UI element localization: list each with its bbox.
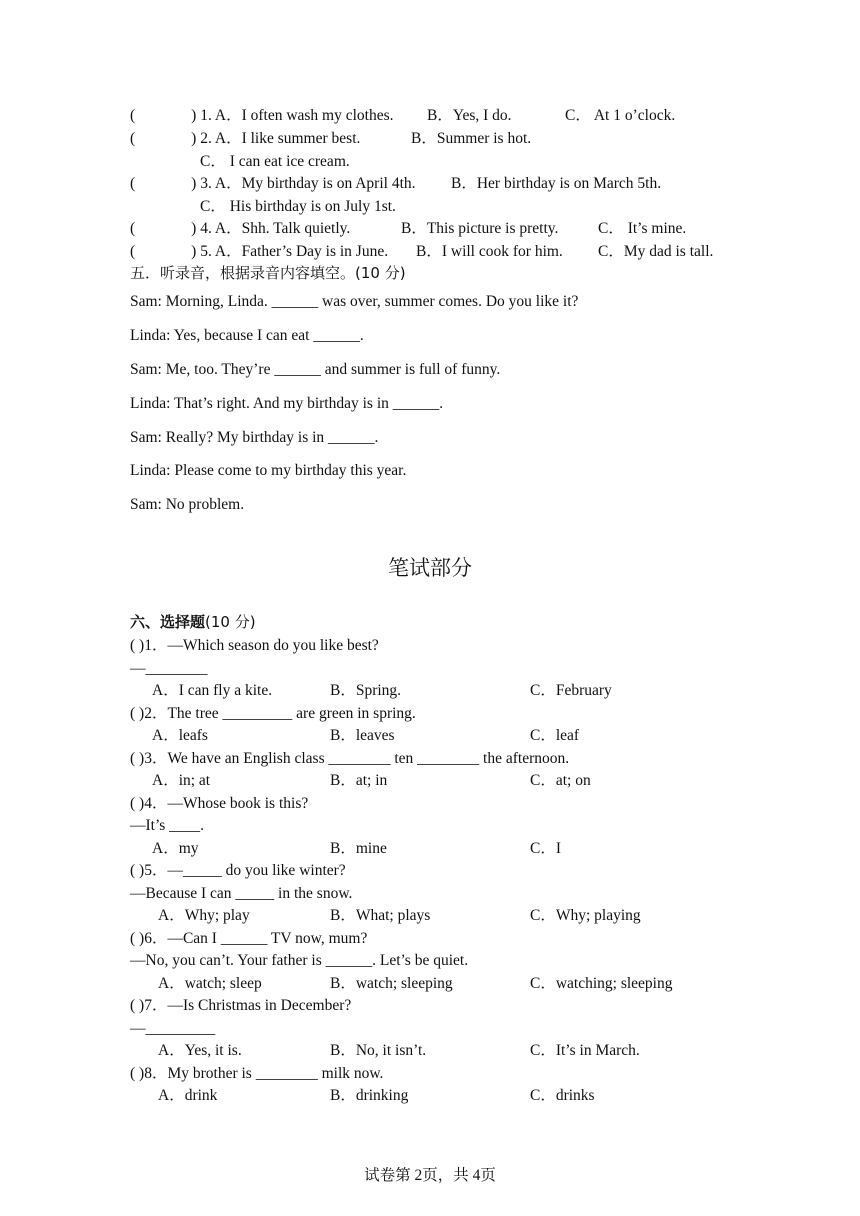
question-number: 5. bbox=[200, 243, 212, 260]
answer-paren: ( bbox=[130, 107, 136, 124]
listening-q3: ( ) 3. A．My birthday is on April 4th. bbox=[130, 175, 416, 192]
mcq-question: ( )1．—Which season do you like best? bbox=[130, 637, 379, 654]
option-b: B．Her birthday is on March 5th. bbox=[451, 175, 662, 192]
mcq-question: ( )8．My brother is ________ milk now. bbox=[130, 1065, 384, 1082]
option-b: B．Summer is hot. bbox=[411, 130, 532, 147]
option-b: B．drinking bbox=[330, 1087, 409, 1104]
option-a: A．I can fly a kite. bbox=[152, 682, 273, 699]
dialogue-line: Sam: Me, too. They’re ______ and summer is full of funny. bbox=[130, 361, 501, 378]
option-c: C．at; on bbox=[530, 772, 591, 789]
section6-heading bbox=[130, 612, 256, 633]
option-a: A．drink bbox=[158, 1087, 218, 1104]
option-b: B．What; plays bbox=[330, 907, 431, 924]
answer-paren: ) bbox=[191, 107, 197, 124]
listening-q1 bbox=[130, 106, 394, 126]
mcq-answer-line: —It’s ____. bbox=[130, 817, 205, 834]
mcq-question: ( )7．—Is Christmas in December? bbox=[130, 997, 352, 1014]
option-c: C． His birthday is on July 1st. bbox=[200, 198, 396, 215]
option-a: A．Yes, it is. bbox=[158, 1042, 242, 1059]
question-number: 2. bbox=[200, 130, 212, 147]
dialogue-line: Linda: Yes, because I can eat ______. bbox=[130, 327, 364, 344]
dialogue-line: Linda: That’s right. And my birthday is in ______. bbox=[130, 395, 444, 412]
option-a: A．Shh. Talk quietly. bbox=[214, 220, 351, 237]
written-section-title: 笔试部分 bbox=[388, 556, 472, 580]
option-b: B．at; in bbox=[330, 772, 388, 789]
mcq-question: ( )3．We have an English class ________ ten ________ the afternoon. bbox=[130, 750, 570, 767]
mcq-question: ( )4．—Whose book is this? bbox=[130, 795, 309, 812]
option-c: C．leaf bbox=[530, 727, 580, 744]
option-c: C． At 1 o’clock. bbox=[565, 107, 676, 124]
option-a: A．I like summer best. bbox=[214, 130, 361, 147]
option-c: C．My dad is tall. bbox=[598, 243, 714, 260]
option-c: C．Why; playing bbox=[530, 907, 641, 924]
question-number: 1. bbox=[200, 107, 212, 124]
option-b: B．Yes, I do. bbox=[427, 107, 512, 124]
option-c: C．February bbox=[530, 682, 612, 699]
mcq-answer-line: —No, you can’t. Your father is ______. Let’s be quiet. bbox=[130, 952, 469, 969]
option-b: B．This picture is pretty. bbox=[401, 220, 559, 237]
option-c: C． It’s mine. bbox=[598, 220, 687, 237]
mcq-question: ( )2．The tree _________ are green in spring. bbox=[130, 705, 416, 722]
section5-heading: 五．听录音，根据录音内容填空。(10 分) bbox=[130, 264, 406, 282]
dialogue-line: Sam: Really? My birthday is in ______. bbox=[130, 429, 379, 446]
listening-q5: ( ) 5. A．Father’s Day is in June. bbox=[130, 243, 389, 260]
option-b: B．leaves bbox=[330, 727, 395, 744]
option-a: A．I often wash my clothes. bbox=[214, 107, 394, 124]
option-a: A．Father’s Day is in June. bbox=[214, 243, 389, 260]
option-c: C．I bbox=[530, 840, 562, 857]
option-c: C． I can eat ice cream. bbox=[200, 153, 350, 170]
option-c: C．drinks bbox=[530, 1087, 595, 1104]
option-b: B．I will cook for him. bbox=[416, 243, 563, 260]
section6-title: 六、选择题 bbox=[130, 613, 206, 631]
mcq-answer-line: —_________ bbox=[130, 1020, 216, 1037]
dialogue-line: Linda: Please come to my birthday this year. bbox=[130, 462, 407, 479]
option-c: C．It’s in March. bbox=[530, 1042, 640, 1059]
listening-q2: ( ) 2. A．I like summer best. bbox=[130, 130, 361, 147]
option-a: A．leafs bbox=[152, 727, 208, 744]
mcq-question: ( )5．—_____ do you like winter? bbox=[130, 862, 346, 879]
question-number: 4. bbox=[200, 220, 212, 237]
section6-score: (10 分) bbox=[205, 613, 256, 631]
mcq-question: ( )6．—Can I ______ TV now, mum? bbox=[130, 930, 368, 947]
option-a: A．my bbox=[152, 840, 199, 857]
option-a: A．in; at bbox=[152, 772, 211, 789]
listening-q4: ( ) 4. A．Shh. Talk quietly. bbox=[130, 220, 351, 237]
option-a: A．Why; play bbox=[158, 907, 250, 924]
page-footer: 试卷第 2页，共 4页 bbox=[364, 1167, 496, 1184]
option-b: B．watch; sleeping bbox=[330, 975, 453, 992]
option-c: C．watching; sleeping bbox=[530, 975, 673, 992]
option-b: B．No, it isn’t. bbox=[330, 1042, 427, 1059]
question-number: 3. bbox=[200, 175, 212, 192]
mcq-answer-line: —________ bbox=[130, 660, 208, 677]
option-a: A．My birthday is on April 4th. bbox=[214, 175, 416, 192]
option-b: B．Spring. bbox=[330, 682, 402, 699]
mcq-answer-line: —Because I can _____ in the snow. bbox=[130, 885, 353, 902]
dialogue-line: Sam: Morning, Linda. ______ was over, summer comes. Do you like it? bbox=[130, 293, 579, 310]
dialogue-line: Sam: No problem. bbox=[130, 496, 245, 513]
option-b: B．mine bbox=[330, 840, 387, 857]
option-a: A．watch; sleep bbox=[158, 975, 262, 992]
